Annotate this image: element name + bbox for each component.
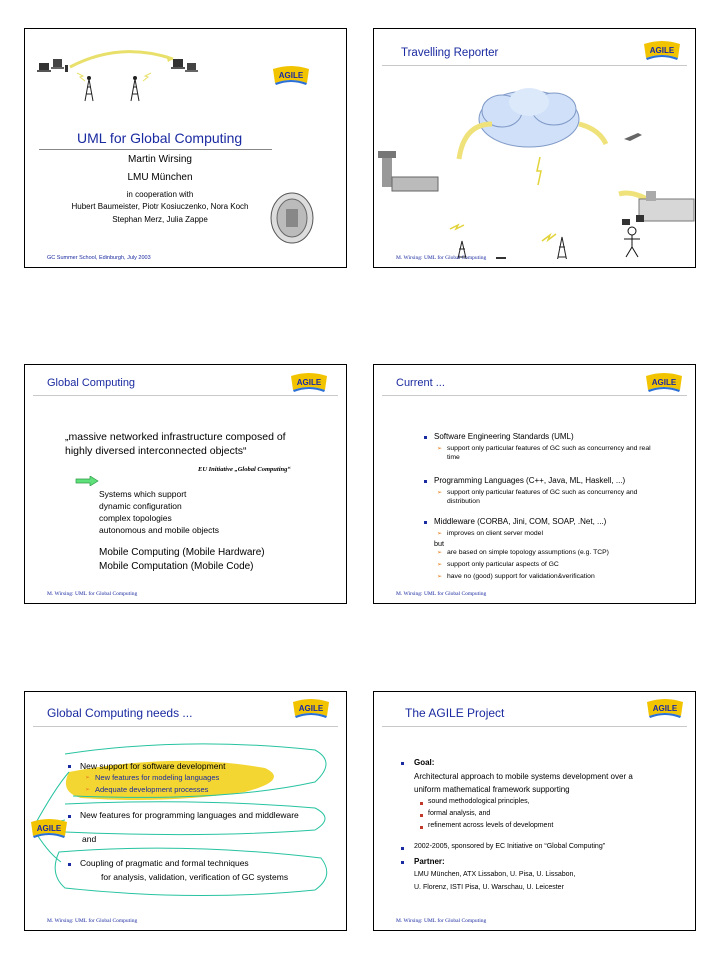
signal-arc-head [166, 55, 173, 62]
sub-bullet-icon: ➢ [437, 531, 443, 537]
slide-gc-needs [24, 691, 347, 931]
agile-logo-text: AGILE [649, 46, 675, 55]
quote-line-2: highly diversed interconnected objects“ [65, 445, 247, 457]
and-label: and [82, 834, 97, 844]
bullet-icon [68, 765, 71, 768]
footer: M. Wirsing: UML for Global Computing [47, 591, 138, 597]
bullet-software-dev: New support for software development [80, 761, 226, 771]
lightning-icon [77, 73, 85, 81]
affiliation: LMU München [127, 172, 193, 183]
agile-logo [645, 696, 685, 718]
lightning-icon-2 [450, 225, 464, 229]
coupling-detail: for analysis, validation, verification of GC systems [101, 872, 289, 882]
systems-line-4: autonomous and mobile objects [99, 525, 220, 535]
bullet-programming-middleware: New features for programming languages and middleware [80, 810, 299, 820]
laptop-left-icon-2 [51, 59, 64, 69]
uml-detail-1: support only particular features of GC such as concurrency and real [447, 445, 651, 452]
harbor-icon [639, 191, 694, 221]
middleware-but: but [434, 539, 444, 548]
programming-detail-2: distribution [447, 498, 480, 505]
slide-title-text: Travelling Reporter [401, 47, 499, 59]
laptop-right-icon [171, 59, 185, 69]
middleware-detail-3: support only particular aspects of GC [447, 561, 559, 568]
agile-logo [271, 63, 311, 85]
bullet-icon [401, 847, 404, 850]
arrow-from-cloud [579, 124, 606, 144]
goal-line-2: uniform mathematical framework supporting [414, 785, 570, 794]
agile-logo [644, 370, 684, 392]
laptop-right-icon-2 [185, 63, 198, 72]
airport-tower-icon [378, 151, 438, 191]
sub-bullet-icon [420, 826, 423, 829]
bullet-coupling: Coupling of pragmatic and formal techniques [80, 858, 249, 868]
slide-current [373, 364, 696, 604]
phone-icon [65, 65, 68, 72]
agile-logo-text: AGILE [296, 378, 322, 387]
bullet-icon [401, 762, 404, 765]
agile-logo-text: AGILE [298, 704, 324, 713]
quote-source: EU Initiative „Global Computing“ [198, 466, 291, 473]
laptop-left-icon [37, 63, 51, 72]
uml-detail-2: time [447, 454, 460, 461]
bullet-icon [424, 436, 427, 439]
bullet-icon [401, 861, 404, 864]
title-rule [382, 65, 687, 66]
lightning-icon [537, 157, 541, 185]
university-seal-icon [269, 191, 315, 245]
footer: M. Wirsing: UML for Global Computing [396, 255, 487, 261]
cooperation: in cooperation with [126, 190, 194, 199]
title-rule [382, 726, 687, 727]
sub-bullet-icon: ➢ [437, 446, 443, 452]
sub-bullet-icon: ➢ [437, 490, 443, 496]
slide-travelling-reporter [373, 28, 696, 268]
systems-line-1: Systems which support [99, 489, 187, 499]
footer: M. Wirsing: UML for Global Computing [396, 918, 487, 924]
middleware-detail-1: improves on client server model [447, 530, 543, 537]
partner-line-2: U. Florenz, ISTI Pisa, U. Warschau, U. Leicester [414, 884, 564, 891]
goal-line-1: Architectural approach to mobile systems development over a [414, 772, 633, 781]
footer: M. Wirsing: UML for Global Computing [47, 918, 138, 924]
goal-label: Goal: [414, 758, 435, 767]
cloud-icon [479, 88, 579, 147]
partner-label: Partner: [414, 857, 445, 866]
mobile-line-2: Mobile Computation (Mobile Code) [99, 561, 254, 572]
tower-left-icon [85, 77, 93, 102]
reporter-figure-icon [624, 227, 640, 257]
slide-title-text: The AGILE Project [405, 706, 505, 720]
bullet-icon [424, 521, 427, 524]
programming-detail-1: support only particular features of GC such as concurrency and [447, 489, 638, 496]
project-period: 2002-2005, sponsored by EC Initiative on “Global Computing” [414, 843, 606, 850]
agile-logo [642, 38, 682, 60]
bullet-icon [68, 815, 71, 818]
partner-line-1: LMU München, ATX Lissabon, U. Pisa, U. Lissabon, [414, 871, 576, 878]
footer: GC Summer School, Edinburgh, July 2003 [47, 255, 151, 261]
reporter-illustration [374, 69, 696, 259]
bullet-programming: Programming Languages (C++, Java, ML, Haskell, ...) [434, 476, 626, 485]
coauthors-line-1: Hubert Baumeister, Piotr Kosiuczenko, Nora Koch [71, 202, 249, 211]
sub-bullet-icon: ➢ [85, 775, 91, 781]
sub-bullet-icon: ➢ [437, 574, 443, 580]
page-title: UML for Global Computing [77, 130, 243, 146]
coauthors-line-2: Stephan Merz, Julia Zappe [112, 215, 208, 224]
mobile-line-1: Mobile Computing (Mobile Hardware) [99, 547, 265, 558]
systems-line-2: dynamic configuration [99, 501, 182, 511]
agile-logo-text: AGILE [651, 378, 677, 387]
slide-title-text: Global Computing [47, 377, 136, 389]
sub-bullet-icon: ➢ [437, 550, 443, 556]
slide-title [24, 28, 347, 268]
agile-logo-text: AGILE [278, 71, 304, 80]
slide-agile-project [373, 691, 696, 931]
author: Martin Wirsing [128, 154, 192, 165]
lightning-icon-2 [143, 73, 151, 81]
slide-title-text: Global Computing needs ... [47, 706, 193, 720]
sub-bullet-icon [420, 814, 423, 817]
green-arrow-icon [75, 476, 99, 486]
agile-logo-inline [27, 816, 71, 838]
agile-logo-text: AGILE [36, 824, 62, 833]
slide-global-computing [24, 364, 347, 604]
quote-line-1: „massive networked infrastructure composed of [65, 431, 286, 443]
devices-icon [622, 215, 644, 225]
development-processes: Adequate development processes [95, 785, 209, 794]
title-divider [39, 149, 272, 150]
sub-bullet-icon: ➢ [85, 787, 91, 793]
airplane-icon [624, 133, 642, 141]
sub-bullet-icon [420, 802, 423, 805]
bullet-icon [68, 863, 71, 866]
bullet-middleware: Middleware (CORBA, Jini, COM, SOAP, .Net, ...) [434, 517, 607, 526]
agile-logo-text: AGILE [652, 704, 678, 713]
bullet-icon [424, 480, 427, 483]
slide-title-text: Current ... [396, 377, 445, 389]
title-rule [382, 395, 687, 396]
modeling-languages: New features for modeling languages [95, 773, 220, 782]
middleware-detail-2: are based on simple topology assumptions (e.g. TCP) [447, 549, 609, 556]
title-rule [33, 395, 338, 396]
middleware-detail-4: have no (good) support for validation&verification [447, 573, 595, 580]
signal-arc [70, 52, 173, 67]
laptop-icon [494, 257, 508, 259]
tower-icon-2 [556, 237, 568, 259]
footer: M. Wirsing: UML for Global Computing [396, 591, 487, 597]
sub-bullet-icon: ➢ [437, 562, 443, 568]
tower-right-icon [131, 77, 139, 102]
agile-logo [289, 370, 329, 392]
bullet-uml: Software Engineering Standards (UML) [434, 432, 574, 441]
goal-sub-2: formal analysis, and [428, 810, 491, 817]
lightning-icon-3 [542, 234, 556, 241]
systems-line-3: complex topologies [99, 513, 172, 523]
goal-sub-3: refinement across levels of development [428, 822, 554, 829]
goal-sub-1: sound methodological principles, [428, 798, 530, 805]
